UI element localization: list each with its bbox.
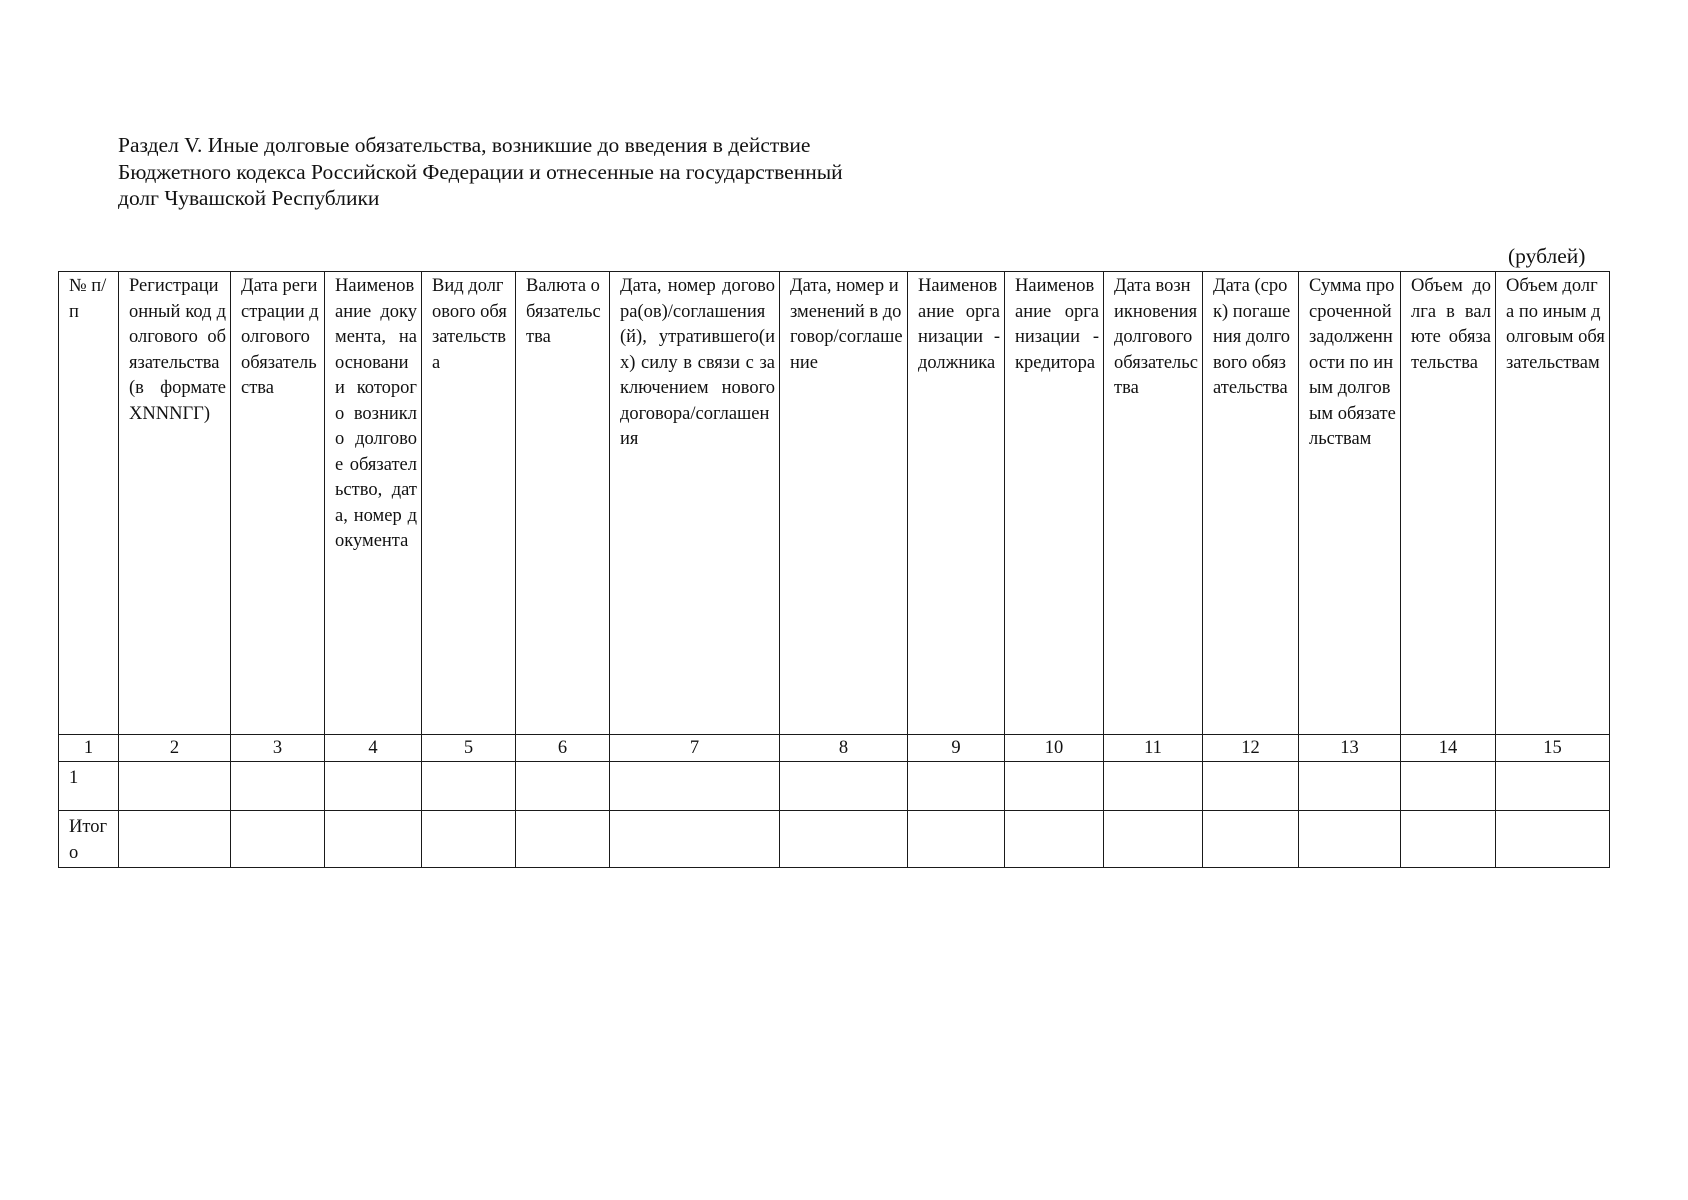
- table-cell: [780, 811, 908, 868]
- column-number: 13: [1299, 735, 1401, 762]
- column-number: 9: [908, 735, 1005, 762]
- header-cell-11: Дата возникновения долгового обязательства: [1104, 272, 1203, 735]
- table-cell: [1203, 811, 1299, 868]
- table-cell: [1203, 762, 1299, 811]
- column-number: 3: [231, 735, 325, 762]
- header-cell-13: Сумма просроченной задолженности по иным долговым обязательствам: [1299, 272, 1401, 735]
- table-cell: [1104, 762, 1203, 811]
- table-cell: [422, 762, 516, 811]
- table-cell: [1005, 762, 1104, 811]
- table-cell: [231, 811, 325, 868]
- table-cell: [610, 811, 780, 868]
- table-cell: [325, 811, 422, 868]
- column-number: 15: [1496, 735, 1610, 762]
- header-cell-14: Объем долга в валюте обязательства: [1401, 272, 1496, 735]
- table-cell: [422, 811, 516, 868]
- header-cell-5: Вид долгового обязательства: [422, 272, 516, 735]
- table-cell: [1299, 762, 1401, 811]
- debt-obligations-table: [58, 271, 1610, 868]
- table-cell: [1299, 811, 1401, 868]
- table-cell: [119, 811, 231, 868]
- header-row: [59, 272, 1610, 735]
- table-cell: [516, 762, 610, 811]
- column-number: 6: [516, 735, 610, 762]
- header-cell-9: Наименование организации - должника: [908, 272, 1005, 735]
- table-cell: [119, 762, 231, 811]
- table-cell: [1104, 811, 1203, 868]
- unit-label: (рублей): [1508, 244, 1586, 268]
- table-cell: [908, 762, 1005, 811]
- column-number: 2: [119, 735, 231, 762]
- column-number: 12: [1203, 735, 1299, 762]
- column-number: 11: [1104, 735, 1203, 762]
- total-row: [59, 811, 1610, 868]
- header-cell-8: Дата, номер изменений в договор/соглашение: [780, 272, 908, 735]
- table-cell: [780, 762, 908, 811]
- heading-line-3: долг Чувашской Республики: [118, 186, 380, 210]
- table-row: [59, 762, 1610, 811]
- heading-line-2: Бюджетного кодекса Российской Федерации и отнесенные на государственный: [118, 159, 843, 184]
- column-number: 5: [422, 735, 516, 762]
- column-number: 4: [325, 735, 422, 762]
- header-cell-12: Дата (срок) погашения долгового обязательства: [1203, 272, 1299, 735]
- table-cell: [231, 762, 325, 811]
- header-cell-6: Валюта обязательства: [516, 272, 610, 735]
- header-cell-1: № п/п: [59, 272, 119, 735]
- table-cell: [1005, 811, 1104, 868]
- header-cell-4: Наименование документа, на основании которого возникло долговое обязательство, дата, номер документа: [325, 272, 422, 735]
- column-number: 14: [1401, 735, 1496, 762]
- table-cell: [1401, 811, 1496, 868]
- table-cell: [1496, 811, 1610, 868]
- table-cell: [325, 762, 422, 811]
- header-cell-10: Наименование организации - кредитора: [1005, 272, 1104, 735]
- column-number: 1: [59, 735, 119, 762]
- table-cell: [908, 811, 1005, 868]
- total-label-cell: Итого: [59, 811, 119, 868]
- row-number-cell: 1: [59, 762, 119, 811]
- column-number: 10: [1005, 735, 1104, 762]
- table-cell: [610, 762, 780, 811]
- header-cell-7: Дата, номер договора(ов)/соглашения(й), утратившего(их) силу в связи с заключением нового договора/соглашения: [610, 272, 780, 735]
- column-number-row: [59, 735, 1610, 762]
- header-cell-15: Объем долга по иным долговым обязательствам: [1496, 272, 1610, 735]
- header-cell-2: Регистрационный код долгового обязательства (в формате XNNNГГ): [119, 272, 231, 735]
- column-number: 8: [780, 735, 908, 762]
- heading-line-1: Раздел V. Иные долговые обязательства, возникшие до введения в действие: [118, 133, 811, 157]
- table-cell: [1496, 762, 1610, 811]
- column-number: 7: [610, 735, 780, 762]
- table-cell: [1401, 762, 1496, 811]
- section-heading: [118, 132, 998, 212]
- table-cell: [516, 811, 610, 868]
- header-cell-3: Дата регистрации долгового обязательства: [231, 272, 325, 735]
